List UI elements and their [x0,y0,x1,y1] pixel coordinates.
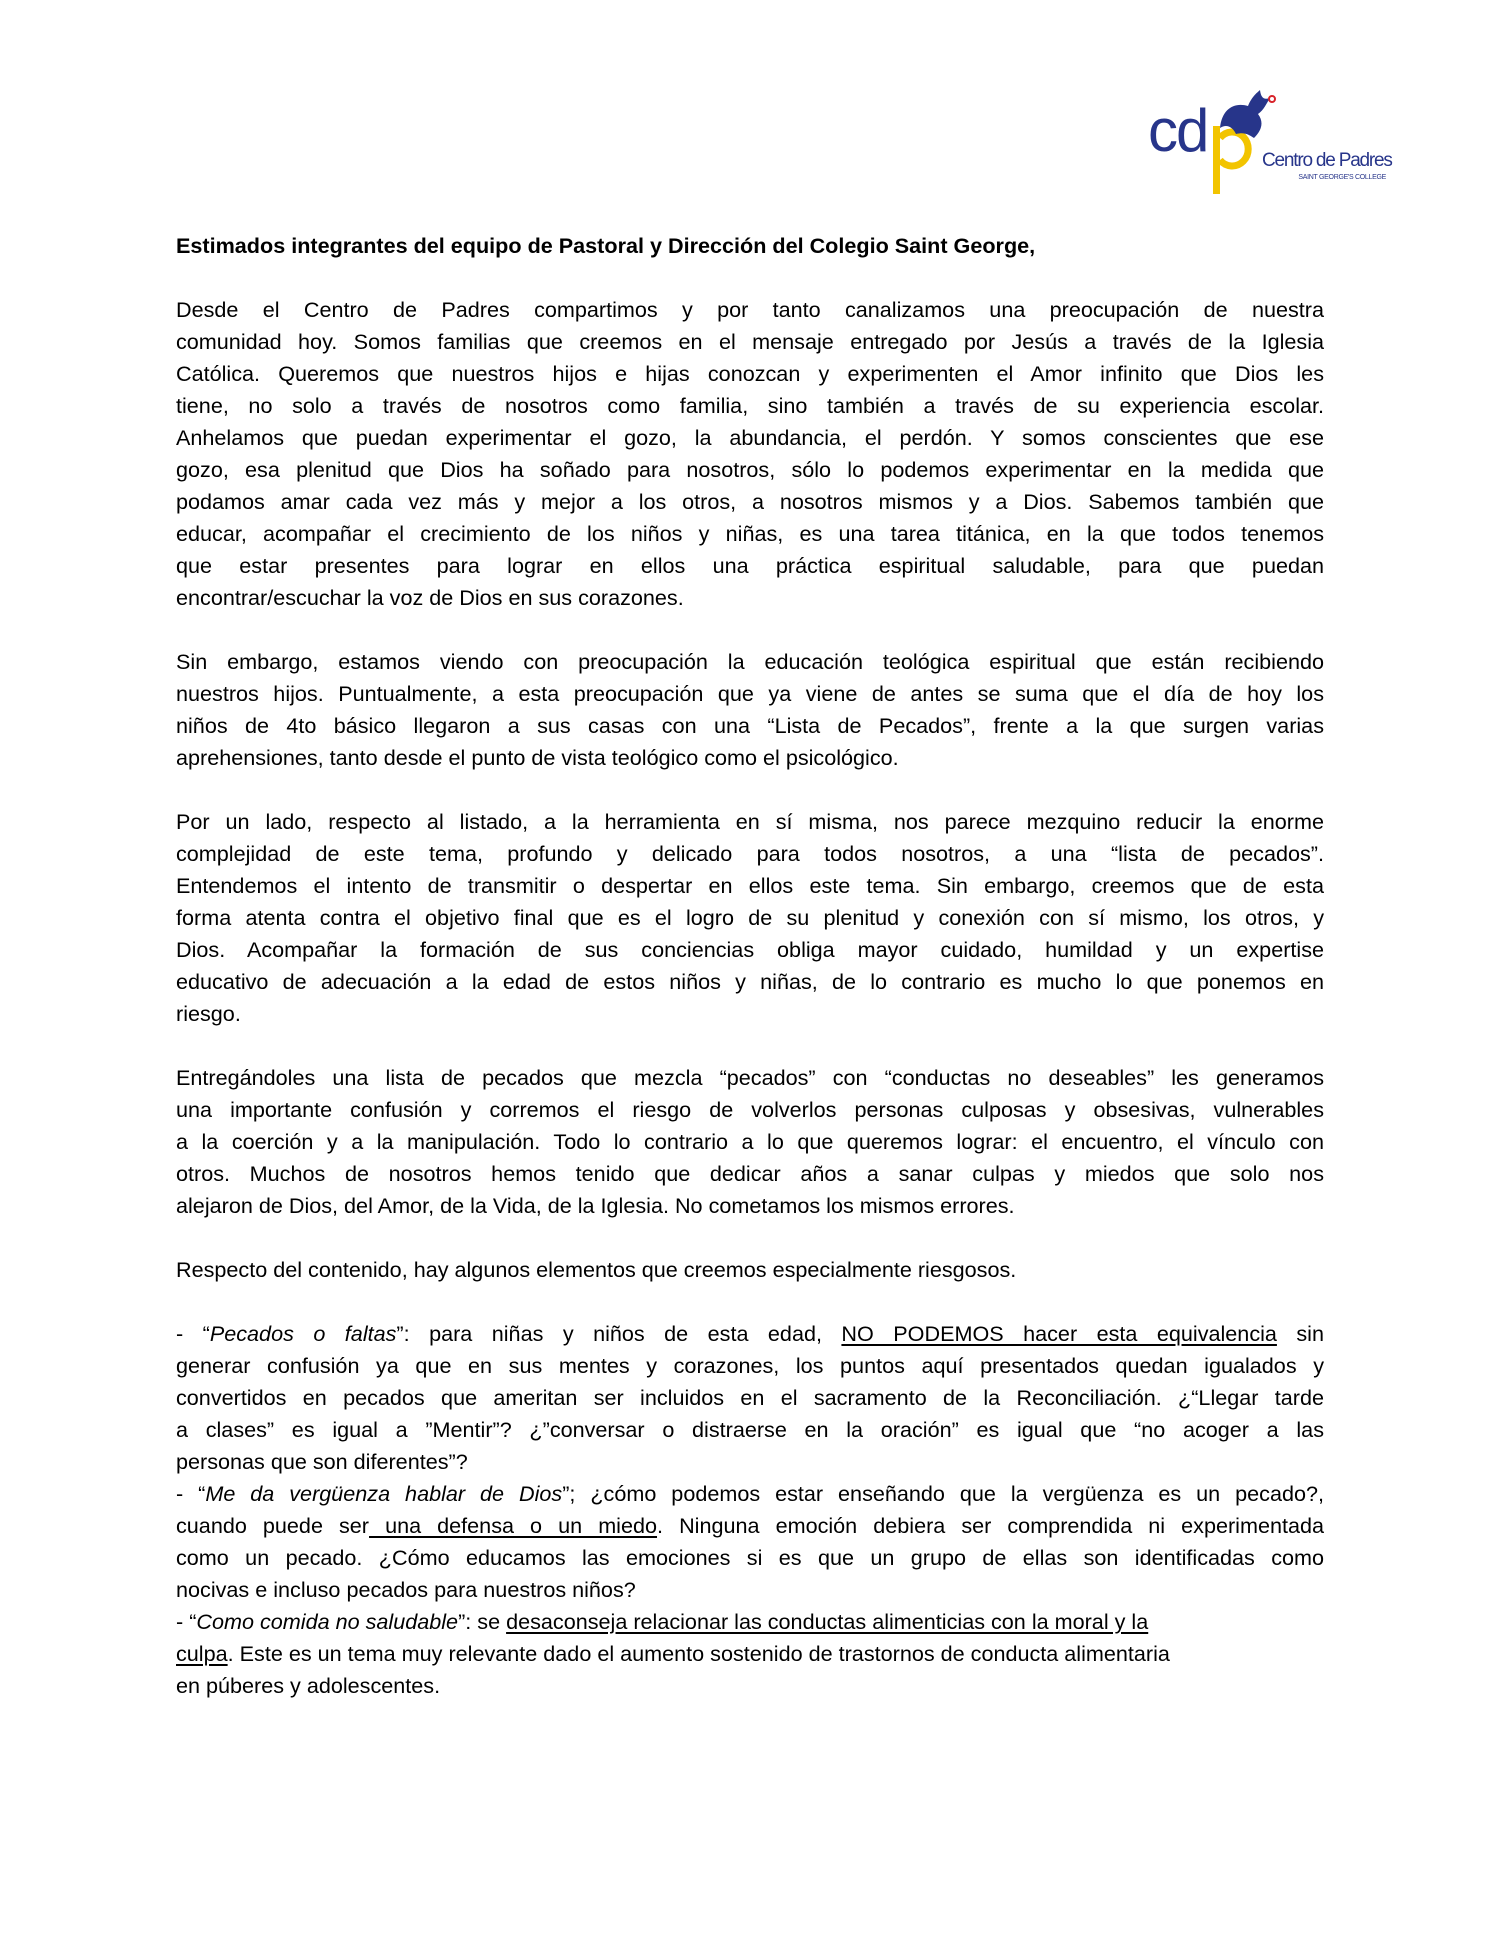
logo-graphic [1140,88,1400,200]
text-line [176,1350,1324,1382]
text-line: Entregándoles una lista de pecados que mezcla “pecados” con “conductas no deseables” les generamos [176,1065,1324,1090]
letter-paragraphs [176,294,1324,1702]
underlined-text: una defensa o un miedo [369,1513,658,1538]
letter-body [176,230,1324,1702]
text-line: Desde el Centro de Padres compartimos y por tanto canalizamos una preocupación de nuestra [176,297,1324,322]
text-line [176,1478,1324,1510]
text-line: educar, acompañar el crecimiento de los niños y niñas, es una tarea titánica, en la que todos tenemos [176,521,1324,546]
text-line: Respecto del contenido, hay algunos elementos que creemos especialmente riesgosos. [176,1257,1017,1282]
text-line [176,1638,1324,1670]
paragraph [176,646,1324,774]
text-line: riesgo. [176,1001,241,1026]
svg-text:cd: cd [1148,97,1208,164]
text-segment: . Este es un tema muy relevante dado el aumento sostenido de trastornos de conducta alimentaria [227,1641,1170,1666]
text-segment: a clases” es igual a ”Mentir”? ¿”conversar o distraerse en la oración” es igual que “no acoger a las [176,1417,1324,1442]
text-line [176,1574,1324,1606]
text-line: educativo de adecuación a la edad de estos niños y niñas, de lo contrario es mucho lo que ponemos en [176,969,1324,994]
text-segment: ”: se [458,1609,507,1634]
text-line [176,1510,1324,1542]
text-line: Entendemos el intento de transmitir o despertar en ellos este tema. Sin embargo, creemos que de esta [176,873,1324,898]
text-segment: en púberes y adolescentes. [176,1673,441,1698]
text-segment: - “ [176,1321,210,1346]
logo-name: Centro de Padres [1262,150,1392,171]
text-line: encontrar/escuchar la voz de Dios en sus corazones. [176,585,684,610]
text-line: niños de 4to básico llegaron a sus casas con una “Lista de Pecados”, frente a la que surgen varias [176,713,1324,738]
text-segment: - “ [176,1609,197,1634]
text-segment: . Ninguna emoción debiera ser comprendida ni experimentada [657,1513,1324,1538]
logo-subtitle: SAINT GEORGE'S COLLEGE [1298,174,1386,181]
text-line: que estar presentes para lograr en ellos una práctica espiritual saludable, para que puedan [176,553,1324,578]
text-segment: como un pecado. ¿Cómo educamos las emociones si es que un grupo de ellas son identificadas como [176,1545,1324,1570]
text-line: alejaron de Dios, del Amor, de la Vida, de la Iglesia. No cometamos los mismos errores. [176,1193,1015,1218]
text-segment: ”: para niñas y niños de esta edad, [396,1321,842,1346]
text-line: comunidad hoy. Somos familias que creemos en el mensaje entregado por Jesús a través de la Iglesia [176,329,1324,354]
text-segment: generar confusión ya que en sus mentes y corazones, los puntos aquí presentados quedan igualados y [176,1353,1324,1378]
text-line [176,1382,1324,1414]
text-line: otros. Muchos de nosotros hemos tenido que dedicar años a sanar culpas y miedos que solo nos [176,1161,1324,1186]
text-line: aprehensiones, tanto desde el punto de vista teológico como el psicológico. [176,745,899,770]
text-line: gozo, esa plenitud que Dios ha soñado para nosotros, sólo lo podemos experimentar en la medida que [176,457,1324,482]
paragraph [176,806,1324,1030]
italic-quote: Me da vergüenza hablar de Dios [205,1481,563,1506]
text-line [176,1318,1324,1350]
text-line [176,1414,1324,1446]
text-line: forma atenta contra el objetivo final que es el logro de su plenitud y conexión con sí mismo, los otros, y [176,905,1324,930]
text-line [176,1542,1324,1574]
text-line: Sin embargo, estamos viendo con preocupación la educación teológica espiritual que están recibiendo [176,649,1324,674]
text-line: podamos amar cada vez más y mejor a los otros, a nosotros mismos y a Dios. Sabemos también que [176,489,1324,514]
italic-quote: Pecados o faltas [209,1321,397,1346]
text-segment: convertidos en pecados que ameritan ser incluidos en el sacramento de la Reconciliación. ¿“Llegar tarde [176,1385,1324,1410]
text-segment: nocivas e incluso pecados para nuestros niños? [176,1577,636,1602]
text-line: a la coerción y a la manipulación. Todo lo contrario a lo que queremos lograr: el encuentro, el vínculo con [176,1129,1324,1154]
paragraph [176,1062,1324,1222]
text-segment: ”; ¿cómo podemos estar enseñando que la vergüenza es un pecado?, [562,1481,1324,1506]
concerns-list [176,1318,1324,1702]
underlined-text: desaconseja relacionar las conductas alimenticias con la moral y la [506,1609,1149,1634]
text-line [176,1446,1324,1478]
text-line: Por un lado, respecto al listado, a la herramienta en sí misma, nos parece mezquino reducir la enorme [176,809,1324,834]
underlined-text: NO PODEMOS hacer esta equivalencia [841,1321,1277,1346]
text-segment: personas que son diferentes”? [176,1449,468,1474]
centro-de-padres-logo [1140,88,1400,200]
text-line: tiene, no solo a través de nosotros como familia, sino también a través de su experiencia escolar. [176,393,1324,418]
paragraph [176,1254,1324,1286]
text-segment: cuando puede ser [176,1513,370,1538]
text-line: complejidad de este tema, profundo y delicado para todos nosotros, a una “lista de pecados”. [176,841,1324,866]
text-line [176,1606,1324,1638]
text-line: una importante confusión y corremos el riesgo de volverlos personas culposas y obsesivas, vulnerables [176,1097,1324,1122]
text-line: Dios. Acompañar la formación de sus conciencias obliga mayor cuidado, humildad y un expertise [176,937,1324,962]
italic-quote: Como comida no saludable [196,1609,459,1634]
text-line: Católica. Queremos que nuestros hijos e hijas conozcan y experimenten el Amor infinito que Dios les [176,361,1324,386]
text-line: Anhelamos que puedan experimentar el gozo, la abundancia, el perdón. Y somos conscientes que ese [176,425,1324,450]
underlined-text: culpa [176,1641,228,1666]
text-line: nuestros hijos. Puntualmente, a esta preocupación que ya viene de antes se suma que el día de hoy los [176,681,1324,706]
text-line [176,1670,1324,1702]
text-segment: sin [1276,1321,1324,1346]
text-segment: - “ [176,1481,206,1506]
paragraph [176,294,1324,614]
letter-salutation: Estimados integrantes del equipo de Pastoral y Dirección del Colegio Saint George, [176,233,1036,258]
